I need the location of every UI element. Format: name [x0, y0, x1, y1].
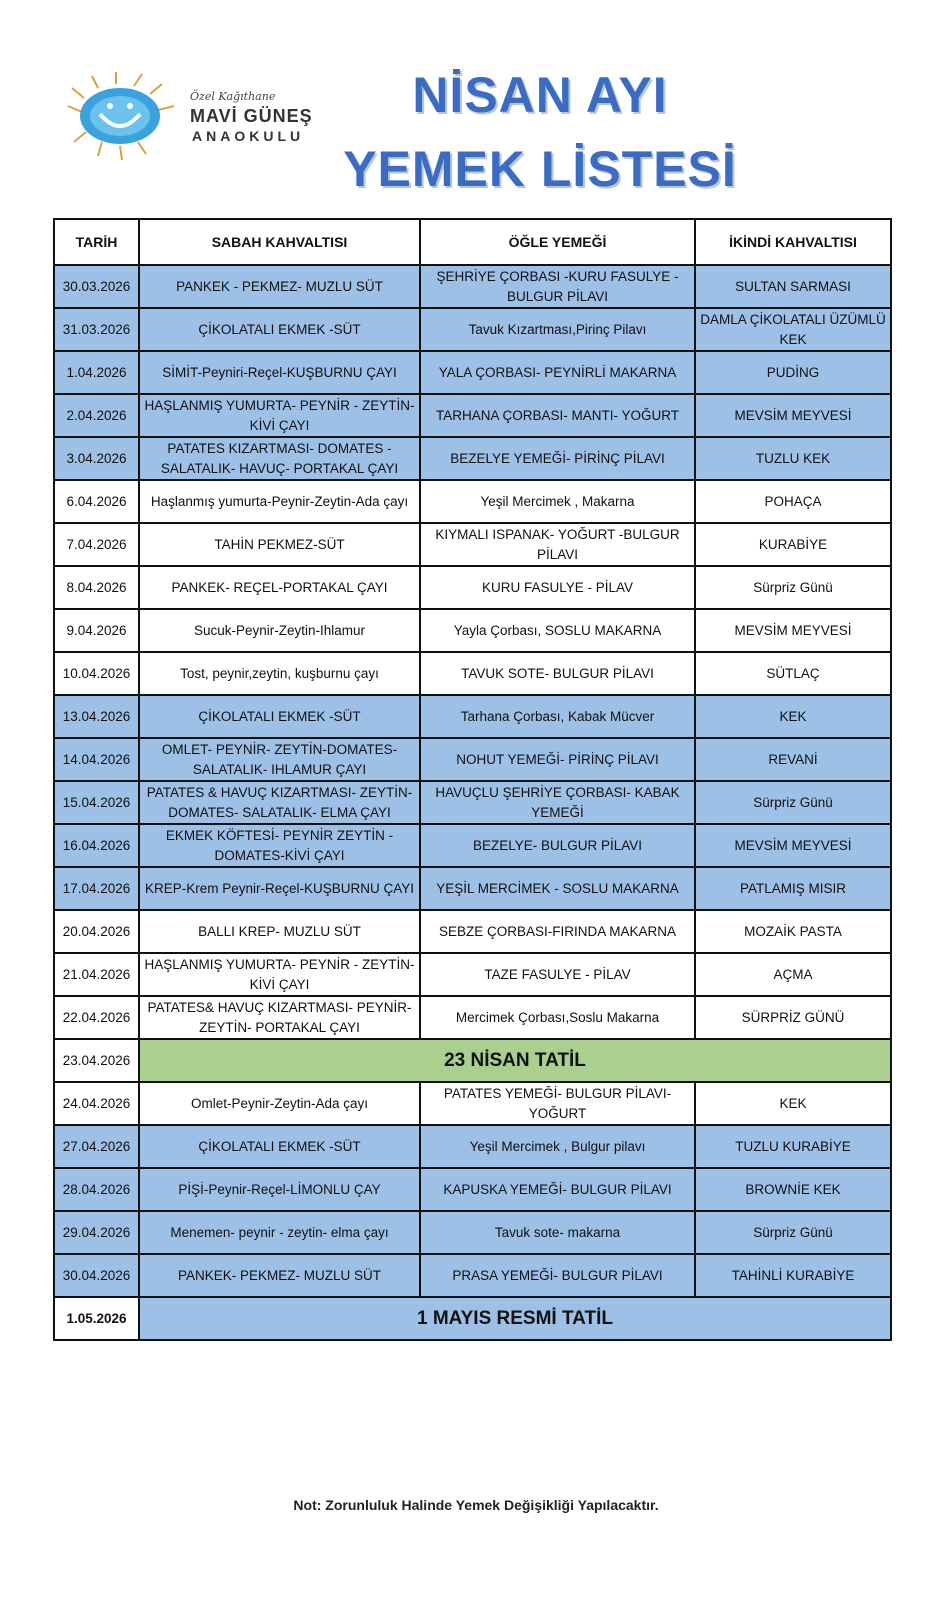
- snack-cell: SÜRPRİZ GÜNÜ: [695, 996, 891, 1039]
- date-cell: 1.04.2026: [54, 351, 139, 394]
- menu-table: [53, 218, 892, 1341]
- lunch-cell: BEZELYE- BULGUR PİLAVI: [420, 824, 695, 867]
- date-cell: 20.04.2026: [54, 910, 139, 953]
- table-row: [54, 996, 891, 1039]
- table-row: [54, 437, 891, 480]
- table-row: [54, 308, 891, 351]
- breakfast-cell: ÇİKOLATALI EKMEK -SÜT: [139, 1125, 420, 1168]
- lunch-cell: NOHUT YEMEĞİ- PİRİNÇ PİLAVI: [420, 738, 695, 781]
- breakfast-cell: SİMİT-Peyniri-Reçel-KUŞBURNU ÇAYI: [139, 351, 420, 394]
- page-title-line1: NİSAN AYI: [412, 67, 668, 123]
- snack-cell: TAHİNLİ KURABİYE: [695, 1254, 891, 1297]
- date-cell: 9.04.2026: [54, 609, 139, 652]
- breakfast-cell: Omlet-Peynir-Zeytin-Ada çayı: [139, 1082, 420, 1125]
- snack-cell: SULTAN SARMASI: [695, 265, 891, 308]
- breakfast-cell: Haşlanmış yumurta-Peynir-Zeytin-Ada çayı: [139, 480, 420, 523]
- snack-cell: PATLAMIŞ MISIR: [695, 867, 891, 910]
- lunch-cell: Yayla Çorbası, SOSLU MAKARNA: [420, 609, 695, 652]
- snack-cell: Sürpriz Günü: [695, 781, 891, 824]
- date-cell: 14.04.2026: [54, 738, 139, 781]
- breakfast-cell: PANKEK - PEKMEZ- MUZLU SÜT: [139, 265, 420, 308]
- breakfast-cell: PATATES& HAVUÇ KIZARTMASI- PEYNİR-ZEYTİN- PORTAKAL ÇAYI: [139, 996, 420, 1039]
- snack-cell: KEK: [695, 695, 891, 738]
- snack-cell: PUDİNG: [695, 351, 891, 394]
- lunch-cell: Yeşil Mercimek , Bulgur pilavı: [420, 1125, 695, 1168]
- lunch-cell: YEŞİL MERCİMEK - SOSLU MAKARNA: [420, 867, 695, 910]
- lunch-cell: KIYMALI ISPANAK- YOĞURT -BULGUR PİLAVI: [420, 523, 695, 566]
- date-cell: 6.04.2026: [54, 480, 139, 523]
- footer-note: Not: Zorunluluk Halinde Yemek Değişikliği Yapılacaktır.: [293, 1497, 659, 1513]
- breakfast-cell: KREP-Krem Peynir-Reçel-KUŞBURNU ÇAYI: [139, 867, 420, 910]
- table-row: [54, 1211, 891, 1254]
- breakfast-cell: PATATES KIZARTMASI- DOMATES - SALATALIK- HAVUÇ- PORTAKAL ÇAYI: [139, 437, 420, 480]
- breakfast-cell: Sucuk-Peynir-Zeytin-Ihlamur: [139, 609, 420, 652]
- lunch-cell: KURU FASULYE - PİLAV: [420, 566, 695, 609]
- breakfast-cell: OMLET- PEYNİR- ZEYTİN-DOMATES-SALATALIK- IHLAMUR ÇAYI: [139, 738, 420, 781]
- breakfast-cell: ÇİKOLATALI EKMEK -SÜT: [139, 308, 420, 351]
- snack-cell: Sürpriz Günü: [695, 566, 891, 609]
- date-cell: 30.03.2026: [54, 265, 139, 308]
- table-row: [54, 1039, 891, 1082]
- sun-icon: [62, 72, 192, 162]
- breakfast-cell: TAHİN PEKMEZ-SÜT: [139, 523, 420, 566]
- header-snack: İKİNDİ KAHVALTISI: [695, 219, 891, 265]
- table-row: [54, 1297, 891, 1340]
- lunch-cell: Tarhana Çorbası, Kabak Mücver: [420, 695, 695, 738]
- table-row: [54, 1125, 891, 1168]
- breakfast-cell: ÇİKOLATALI EKMEK -SÜT: [139, 695, 420, 738]
- lunch-cell: TAZE FASULYE - PİLAV: [420, 953, 695, 996]
- breakfast-cell: Menemen- peynir - zeytin- elma çayı: [139, 1211, 420, 1254]
- table-row: [54, 566, 891, 609]
- snack-cell: MEVSİM MEYVESİ: [695, 824, 891, 867]
- logo-type: ANAOKULU: [192, 128, 305, 144]
- header-date: TARİH: [54, 219, 139, 265]
- table-header-row: [54, 219, 891, 265]
- date-cell: 22.04.2026: [54, 996, 139, 1039]
- table-row: [54, 652, 891, 695]
- lunch-cell: Yeşil Mercimek , Makarna: [420, 480, 695, 523]
- breakfast-cell: PANKEK- PEKMEZ- MUZLU SÜT: [139, 1254, 420, 1297]
- date-cell: 29.04.2026: [54, 1211, 139, 1254]
- lunch-cell: ŞEHRİYE ÇORBASI -KURU FASULYE - BULGUR PİLAVI: [420, 265, 695, 308]
- table-row: [54, 953, 891, 996]
- breakfast-cell: HAŞLANMIŞ YUMURTA- PEYNİR - ZEYTİN-KİVİ ÇAYI: [139, 953, 420, 996]
- table-row: [54, 1168, 891, 1211]
- logo-subtitle: Özel Kağıthane: [190, 90, 276, 103]
- table-row: [54, 695, 891, 738]
- snack-cell: MEVSİM MEYVESİ: [695, 609, 891, 652]
- breakfast-cell: HAŞLANMIŞ YUMURTA- PEYNİR - ZEYTİN-KİVİ ÇAYI: [139, 394, 420, 437]
- breakfast-cell: PİŞİ-Peynir-Reçel-LİMONLU ÇAY: [139, 1168, 420, 1211]
- table-row: [54, 738, 891, 781]
- lunch-cell: KAPUSKA YEMEĞİ- BULGUR PİLAVI: [420, 1168, 695, 1211]
- date-cell: 30.04.2026: [54, 1254, 139, 1297]
- breakfast-cell: PATATES & HAVUÇ KIZARTMASI- ZEYTİN-DOMATES- SALATALIK- ELMA ÇAYI: [139, 781, 420, 824]
- date-cell: 13.04.2026: [54, 695, 139, 738]
- lunch-cell: Mercimek Çorbası,Soslu Makarna: [420, 996, 695, 1039]
- table-row: [54, 781, 891, 824]
- table-row: [54, 1082, 891, 1125]
- snack-cell: TUZLU KEK: [695, 437, 891, 480]
- snack-cell: KEK: [695, 1082, 891, 1125]
- lunch-cell: YALA ÇORBASI- PEYNİRLİ MAKARNA: [420, 351, 695, 394]
- date-cell: 21.04.2026: [54, 953, 139, 996]
- header-lunch: ÖĞLE YEMEĞİ: [420, 219, 695, 265]
- date-cell: 17.04.2026: [54, 867, 139, 910]
- date-cell: 10.04.2026: [54, 652, 139, 695]
- lunch-cell: Tavuk sote- makarna: [420, 1211, 695, 1254]
- snack-cell: KURABİYE: [695, 523, 891, 566]
- table-row: [54, 480, 891, 523]
- date-cell: 28.04.2026: [54, 1168, 139, 1211]
- table-row: [54, 824, 891, 867]
- lunch-cell: Tavuk Kızartması,Pirinç Pilavı: [420, 308, 695, 351]
- date-cell: 8.04.2026: [54, 566, 139, 609]
- date-cell: 3.04.2026: [54, 437, 139, 480]
- lunch-cell: SEBZE ÇORBASI-FIRINDA MAKARNA: [420, 910, 695, 953]
- date-cell: 7.04.2026: [54, 523, 139, 566]
- snack-cell: REVANİ: [695, 738, 891, 781]
- lunch-cell: PRASA YEMEĞİ- BULGUR PİLAVI: [420, 1254, 695, 1297]
- date-cell: 23.04.2026: [54, 1039, 139, 1082]
- table-row: [54, 867, 891, 910]
- snack-cell: POHAÇA: [695, 480, 891, 523]
- snack-cell: MOZAİK PASTA: [695, 910, 891, 953]
- table-row: [54, 1254, 891, 1297]
- header-breakfast: SABAH KAHVALTISI: [139, 219, 420, 265]
- table-row: [54, 265, 891, 308]
- snack-cell: DAMLA ÇİKOLATALI ÜZÜMLÜ KEK: [695, 308, 891, 351]
- snack-cell: Sürpriz Günü: [695, 1211, 891, 1254]
- holiday-cell: 1 MAYIS RESMİ TATİL: [139, 1297, 891, 1340]
- date-cell: 27.04.2026: [54, 1125, 139, 1168]
- table-row: [54, 910, 891, 953]
- lunch-cell: PATATES YEMEĞİ- BULGUR PİLAVI-YOĞURT: [420, 1082, 695, 1125]
- table-row: [54, 609, 891, 652]
- snack-cell: BROWNİE KEK: [695, 1168, 891, 1211]
- page-title-line2: YEMEK LİSTESİ: [343, 141, 737, 197]
- date-cell: 15.04.2026: [54, 781, 139, 824]
- snack-cell: AÇMA: [695, 953, 891, 996]
- lunch-cell: TARHANA ÇORBASI- MANTI- YOĞURT: [420, 394, 695, 437]
- table-row: [54, 523, 891, 566]
- breakfast-cell: Tost, peynir,zeytin, kuşburnu çayı: [139, 652, 420, 695]
- breakfast-cell: PANKEK- REÇEL-PORTAKAL ÇAYI: [139, 566, 420, 609]
- date-cell: 31.03.2026: [54, 308, 139, 351]
- lunch-cell: HAVUÇLU ŞEHRİYE ÇORBASI- KABAK YEMEĞİ: [420, 781, 695, 824]
- lunch-cell: BEZELYE YEMEĞİ- PİRİNÇ PİLAVI: [420, 437, 695, 480]
- lunch-cell: TAVUK SOTE- BULGUR PİLAVI: [420, 652, 695, 695]
- date-cell: 1.05.2026: [54, 1297, 139, 1340]
- date-cell: 24.04.2026: [54, 1082, 139, 1125]
- breakfast-cell: EKMEK KÖFTESİ- PEYNİR ZEYTİN - DOMATES-KİVİ ÇAYI: [139, 824, 420, 867]
- logo-name: MAVİ GÜNEŞ: [190, 106, 313, 126]
- snack-cell: TUZLU KURABİYE: [695, 1125, 891, 1168]
- holiday-cell: 23 NİSAN TATİL: [139, 1039, 891, 1082]
- snack-cell: MEVSİM MEYVESİ: [695, 394, 891, 437]
- date-cell: 16.04.2026: [54, 824, 139, 867]
- breakfast-cell: BALLI KREP- MUZLU SÜT: [139, 910, 420, 953]
- table-row: [54, 394, 891, 437]
- snack-cell: SÜTLAÇ: [695, 652, 891, 695]
- date-cell: 2.04.2026: [54, 394, 139, 437]
- table-row: [54, 351, 891, 394]
